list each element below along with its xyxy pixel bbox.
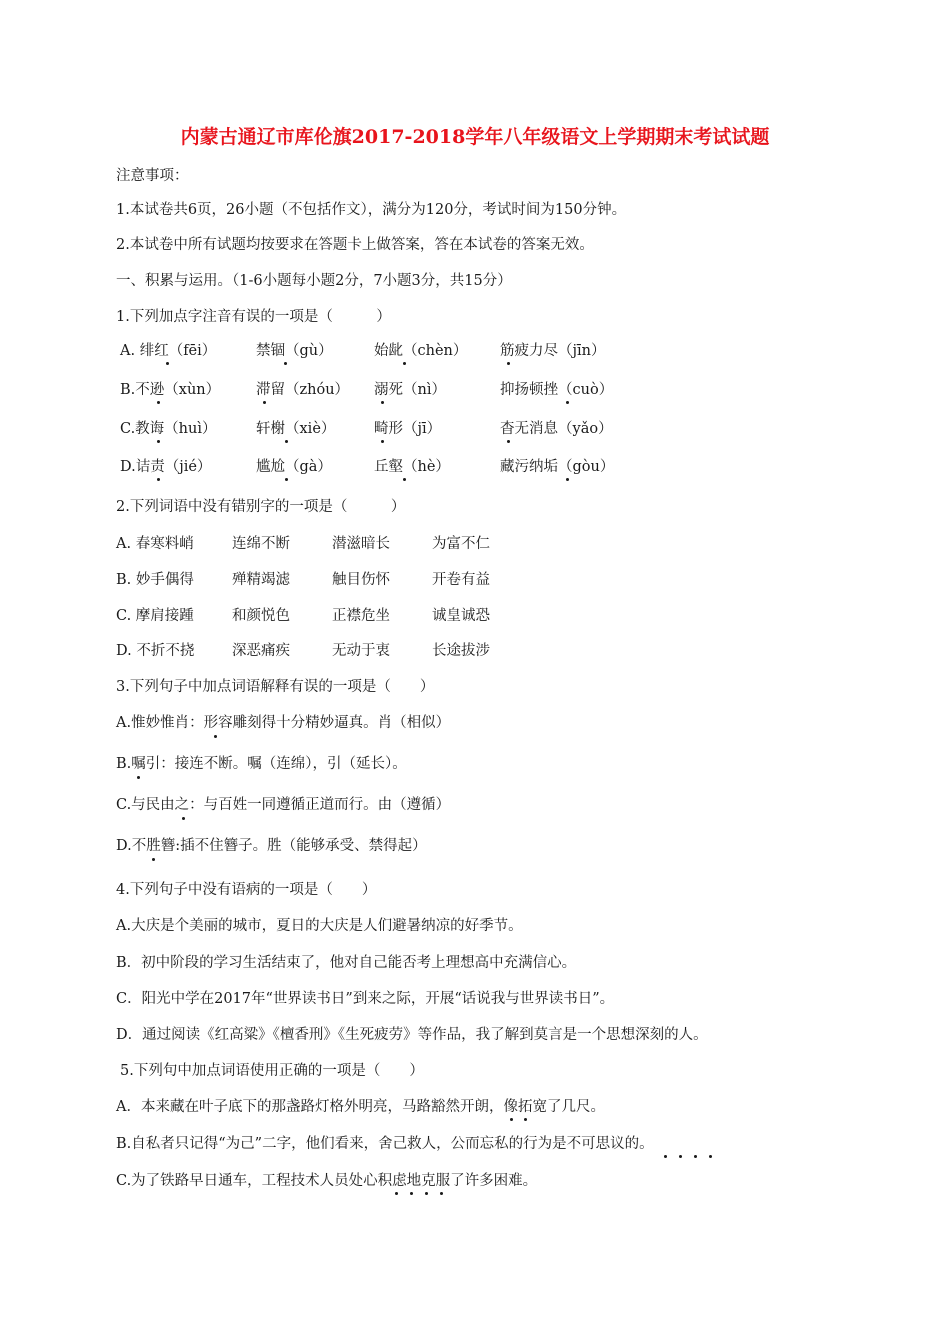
emphasis-dot (285, 478, 288, 481)
q1-d-1: D.诘责（jié） (120, 459, 212, 475)
q1-c-4: 杳无消息（yǎo） (500, 421, 613, 437)
emphasis-dot (157, 478, 160, 481)
q4-option-a: A.大庆是个美丽的城市，夏日的大庆是人们避暑纳凉的好季节。 (116, 918, 523, 934)
emphasis-dot (263, 401, 266, 404)
q1-c-2: 轩榭（xiè） (256, 421, 336, 437)
emphasis-dot (440, 1192, 443, 1195)
q1-b-2: 滞留（zhóu） (256, 382, 350, 398)
note-item-2: 2.本试卷中所有试题均按要求在答题卡上做答案，答在本试卷的答案无效。 (116, 237, 594, 253)
q2-a-3: 潜滋暗长 (332, 536, 390, 552)
q5-stem: 5.下列句中加点词语使用正确的一项是（ ） (120, 1063, 424, 1079)
emphasis-dot (403, 478, 406, 481)
notes-heading: 注意事项： (116, 168, 189, 184)
q2-a-1: A. 春寒料峭 (116, 536, 194, 552)
q4-option-b: B．初中阶段的学习生活结束了，他对自己能否考上理想高中充满信心。 (116, 955, 577, 971)
emphasis-dot (157, 401, 160, 404)
emphasis-dot (664, 1155, 667, 1158)
emphasis-dot (679, 1155, 682, 1158)
emphasis-dot (507, 440, 510, 443)
q2-stem: 2.下列词语中没有错别字的一项是（ ） (116, 499, 406, 515)
q4-option-c: C．阳光中学在2017年“世界读书日”到来之际，开展“话说我与世界读书日”。 (116, 991, 615, 1007)
q1-d-4: 藏污纳垢（gòu） (500, 459, 615, 475)
emphasis-dot (524, 1118, 527, 1121)
emphasis-dot (152, 858, 155, 861)
emphasis-dot (566, 401, 569, 404)
q1-a-3: 始龀（chèn） (374, 343, 468, 359)
q1-d-2: 尴尬（gà） (256, 459, 332, 475)
emphasis-dot (410, 1192, 413, 1195)
emphasis-dot (214, 735, 217, 738)
q2-b-1: B. 妙手偶得 (116, 572, 194, 588)
q1-a-1: A. 绯红（fēi） (120, 343, 217, 359)
q1-b-4: 抑扬顿挫（cuò） (500, 382, 614, 398)
emphasis-dot (566, 478, 569, 481)
emphasis-dot (166, 362, 169, 365)
emphasis-dot (284, 362, 287, 365)
q4-stem: 4.下列句子中没有语病的一项是（ ） (116, 882, 377, 898)
emphasis-dot (182, 817, 185, 820)
q2-d-4: 长途拔涉 (432, 643, 490, 659)
emphasis-dot (510, 1118, 513, 1121)
page-title: 内蒙古通辽市库伦旗2017-2018学年八年级语文上学期期末考试试题 (180, 126, 770, 148)
emphasis-dot (381, 401, 384, 404)
q1-a-4: 筋疲力尽（jīn） (500, 343, 606, 359)
q1-b-1: B.不逊（xùn） (120, 382, 221, 398)
emphasis-dot (507, 362, 510, 365)
emphasis-dot (694, 1155, 697, 1158)
q2-a-2: 连绵不断 (232, 536, 290, 552)
emphasis-dot (157, 440, 160, 443)
q2-d-1: D. 不折不挠 (116, 643, 195, 659)
q1-c-3: 畸形（jī） (374, 421, 442, 437)
emphasis-dot (285, 440, 288, 443)
q3-option-d: D.不胜簪:插不住簪子。胜（能够承受、禁得起） (116, 838, 427, 854)
q2-c-2: 和颜悦色 (232, 608, 290, 624)
q2-b-2: 殚精竭滤 (232, 572, 290, 588)
q2-c-3: 正襟危坐 (332, 608, 390, 624)
q1-a-2: 禁锢（gù） (256, 343, 333, 359)
emphasis-dot (395, 1192, 398, 1195)
q2-a-4: 为富不仁 (432, 536, 490, 552)
q2-b-3: 触目伤怀 (332, 572, 390, 588)
q2-d-3: 无动于衷 (332, 643, 390, 659)
q2-c-4: 诚皇诚恐 (432, 608, 490, 624)
section-heading: 一、积累与运用。（1-6小题每小题2分，7小题3分，共15分） (116, 273, 512, 289)
q3-option-b: B.嘱引：接连不断。嘱（连绵），引（延长）。 (116, 756, 407, 772)
q4-option-d: D．通过阅读《红高粱》《檀香刑》《生死疲劳》等作品，我了解到莫言是一个思想深刻的人。 (116, 1027, 708, 1043)
emphasis-dot (403, 362, 406, 365)
q1-b-3: 溺死（nì） (374, 382, 446, 398)
q5-option-b: B.自私者只记得“为己”二字，他们看来，舍己救人，公而忘私的行为是不可思议的。 (116, 1136, 654, 1152)
q5-option-a: A．本来藏在叶子底下的那盏路灯格外明亮，马路豁然开朗，像拓宽了几尺。 (116, 1099, 605, 1115)
note-item-1: 1.本试卷共6页，26小题（不包括作文），满分为120分，考试时间为150分钟。 (116, 202, 627, 218)
q1-c-1: C.教诲（huì） (120, 421, 217, 437)
q3-option-a: A.惟妙惟肖：形容雕刻得十分精妙逼真。肖（相似） (116, 715, 451, 731)
q5-option-c: C.为了铁路早日通车，工程技术人员处心积虑地克服了许多困难。 (116, 1173, 538, 1189)
emphasis-dot (425, 1192, 428, 1195)
q1-d-3: 丘壑（hè） (374, 459, 450, 475)
q3-stem: 3.下列句子中加点词语解释有误的一项是（ ） (116, 679, 435, 695)
q2-b-4: 开卷有益 (432, 572, 490, 588)
q3-option-c: C.与民由之：与百姓一同遵循正道而行。由（遵循） (116, 797, 451, 813)
q2-c-1: C. 摩肩接踵 (116, 608, 194, 624)
emphasis-dot (709, 1155, 712, 1158)
q1-stem: 1.下列加点字注音有误的一项是（ ） (116, 309, 391, 325)
emphasis-dot (381, 440, 384, 443)
emphasis-dot (137, 776, 140, 779)
q2-d-2: 深恶痛疾 (232, 643, 290, 659)
